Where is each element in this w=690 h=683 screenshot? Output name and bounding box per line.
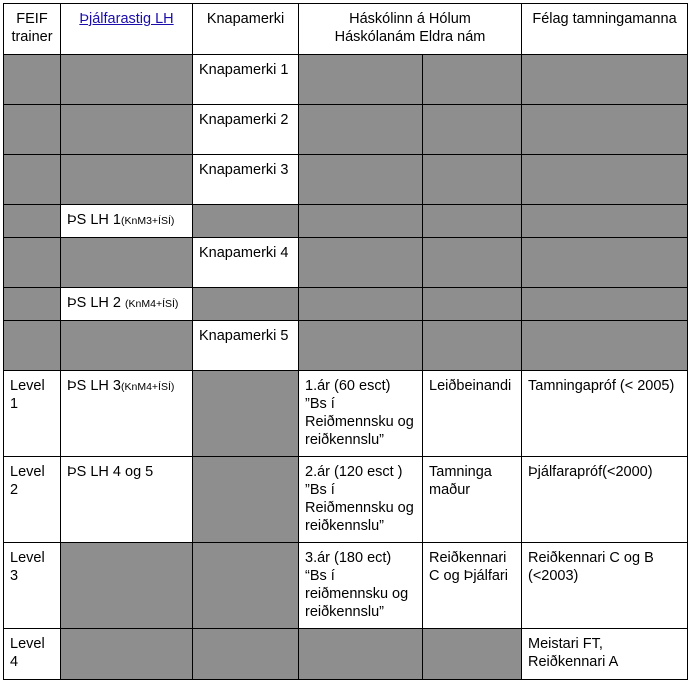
holar-year-1-cell: 1.ár (60 esct) ”Bs í Reiðmennsku og reiðkennslu” [299, 371, 423, 457]
table-row [4, 457, 688, 543]
shaded-cell [522, 205, 688, 238]
holar-year-2-cell: 2.ár (120 esct ) ”Bs í Reiðmennsku og reiðkennslu” [299, 457, 423, 543]
header-thjalfarastig [61, 4, 193, 55]
ps-lh-3-label: ÞS LH 3 [67, 378, 121, 394]
shaded-cell [423, 238, 522, 288]
table-row [4, 543, 688, 629]
shaded-cell [423, 288, 522, 321]
shaded-cell [4, 55, 61, 105]
shaded-cell [522, 155, 688, 205]
shaded-cell [193, 371, 299, 457]
ps-lh-2-cell [61, 288, 193, 321]
table-row [4, 105, 688, 155]
shaded-cell [193, 629, 299, 680]
shaded-cell [299, 105, 423, 155]
felag-level-4-cell: Meistari FT, Reiðkennari A [522, 629, 688, 680]
header-holar-line2: Háskólanám Eldra nám [334, 29, 486, 45]
shaded-cell [4, 288, 61, 321]
eldra-nam-level-1-cell: Leiðbeinandi [423, 371, 522, 457]
table-row [4, 371, 688, 457]
knapamerki-3-cell: Knapamerki 3 [193, 155, 299, 205]
shaded-cell [423, 205, 522, 238]
shaded-cell [61, 238, 193, 288]
knapamerki-2-cell: Knapamerki 2 [193, 105, 299, 155]
shaded-cell [61, 105, 193, 155]
ps-lh-3-note: (KnM4+ÍSÍ) [121, 381, 175, 393]
shaded-cell [61, 55, 193, 105]
level-1-cell: Level 1 [4, 371, 61, 457]
level-4-cell: Level 4 [4, 629, 61, 680]
header-felag-tamningamanna: Félag tamningamanna [522, 4, 688, 55]
table-row [4, 55, 688, 105]
shaded-cell [4, 321, 61, 371]
shaded-cell [522, 288, 688, 321]
table-row [4, 629, 688, 680]
ps-lh-1-label: ÞS LH 1 [67, 212, 121, 228]
shaded-cell [193, 457, 299, 543]
knapamerki-4-cell: Knapamerki 4 [193, 238, 299, 288]
ps-lh-3-cell [61, 371, 193, 457]
shaded-cell [4, 105, 61, 155]
shaded-cell [61, 155, 193, 205]
shaded-cell [423, 629, 522, 680]
knapamerki-5-cell: Knapamerki 5 [193, 321, 299, 371]
header-holar-line1: Háskólinn á Hólum [349, 11, 471, 27]
shaded-cell [299, 205, 423, 238]
header-feif-trainer: FEIF trainer [4, 4, 61, 55]
felag-level-1-cell: Tamningapróf (< 2005) [522, 371, 688, 457]
shaded-cell [61, 321, 193, 371]
shaded-cell [522, 55, 688, 105]
shaded-cell [423, 105, 522, 155]
shaded-cell [522, 105, 688, 155]
table-row [4, 321, 688, 371]
header-row [4, 4, 688, 55]
shaded-cell [299, 629, 423, 680]
shaded-cell [299, 55, 423, 105]
certification-comparison-table [3, 3, 688, 680]
shaded-cell [522, 321, 688, 371]
shaded-cell [299, 288, 423, 321]
shaded-cell [193, 543, 299, 629]
shaded-cell [299, 238, 423, 288]
ps-lh-1-note: (KnM3+ÍSÍ) [121, 215, 175, 227]
shaded-cell [522, 238, 688, 288]
ps-lh-2-label: ÞS LH 2 [67, 295, 126, 311]
knapamerki-1-cell: Knapamerki 1 [193, 55, 299, 105]
shaded-cell [4, 238, 61, 288]
level-3-cell: Level 3 [4, 543, 61, 629]
ps-lh-2-note: (KnM4+ÍSÍ) [125, 298, 179, 310]
table-row [4, 155, 688, 205]
shaded-cell [423, 155, 522, 205]
header-knapamerki: Knapamerki [193, 4, 299, 55]
table-row [4, 205, 688, 238]
felag-level-3-cell: Reiðkennari C og B (<2003) [522, 543, 688, 629]
shaded-cell [4, 155, 61, 205]
table-row [4, 288, 688, 321]
level-2-cell: Level 2 [4, 457, 61, 543]
shaded-cell [299, 155, 423, 205]
shaded-cell [423, 321, 522, 371]
shaded-cell [4, 205, 61, 238]
felag-level-2-cell: Þjálfarapróf(<2000) [522, 457, 688, 543]
header-holar [299, 4, 522, 55]
shaded-cell [61, 543, 193, 629]
table-row [4, 238, 688, 288]
shaded-cell [423, 55, 522, 105]
shaded-cell [193, 205, 299, 238]
eldra-nam-level-2-cell: Tamninga maður [423, 457, 522, 543]
shaded-cell [299, 321, 423, 371]
shaded-cell [61, 629, 193, 680]
shaded-cell [193, 288, 299, 321]
ps-lh-1-cell [61, 205, 193, 238]
eldra-nam-level-3-cell: Reiðkennari C og Þjálfari [423, 543, 522, 629]
thjalfarastig-link[interactable]: Þjálfarastig LH [79, 11, 174, 27]
holar-year-3-cell: 3.ár (180 ect) “Bs í reiðmennsku og reiðkennslu” [299, 543, 423, 629]
ps-lh-4-5-cell: ÞS LH 4 og 5 [61, 457, 193, 543]
